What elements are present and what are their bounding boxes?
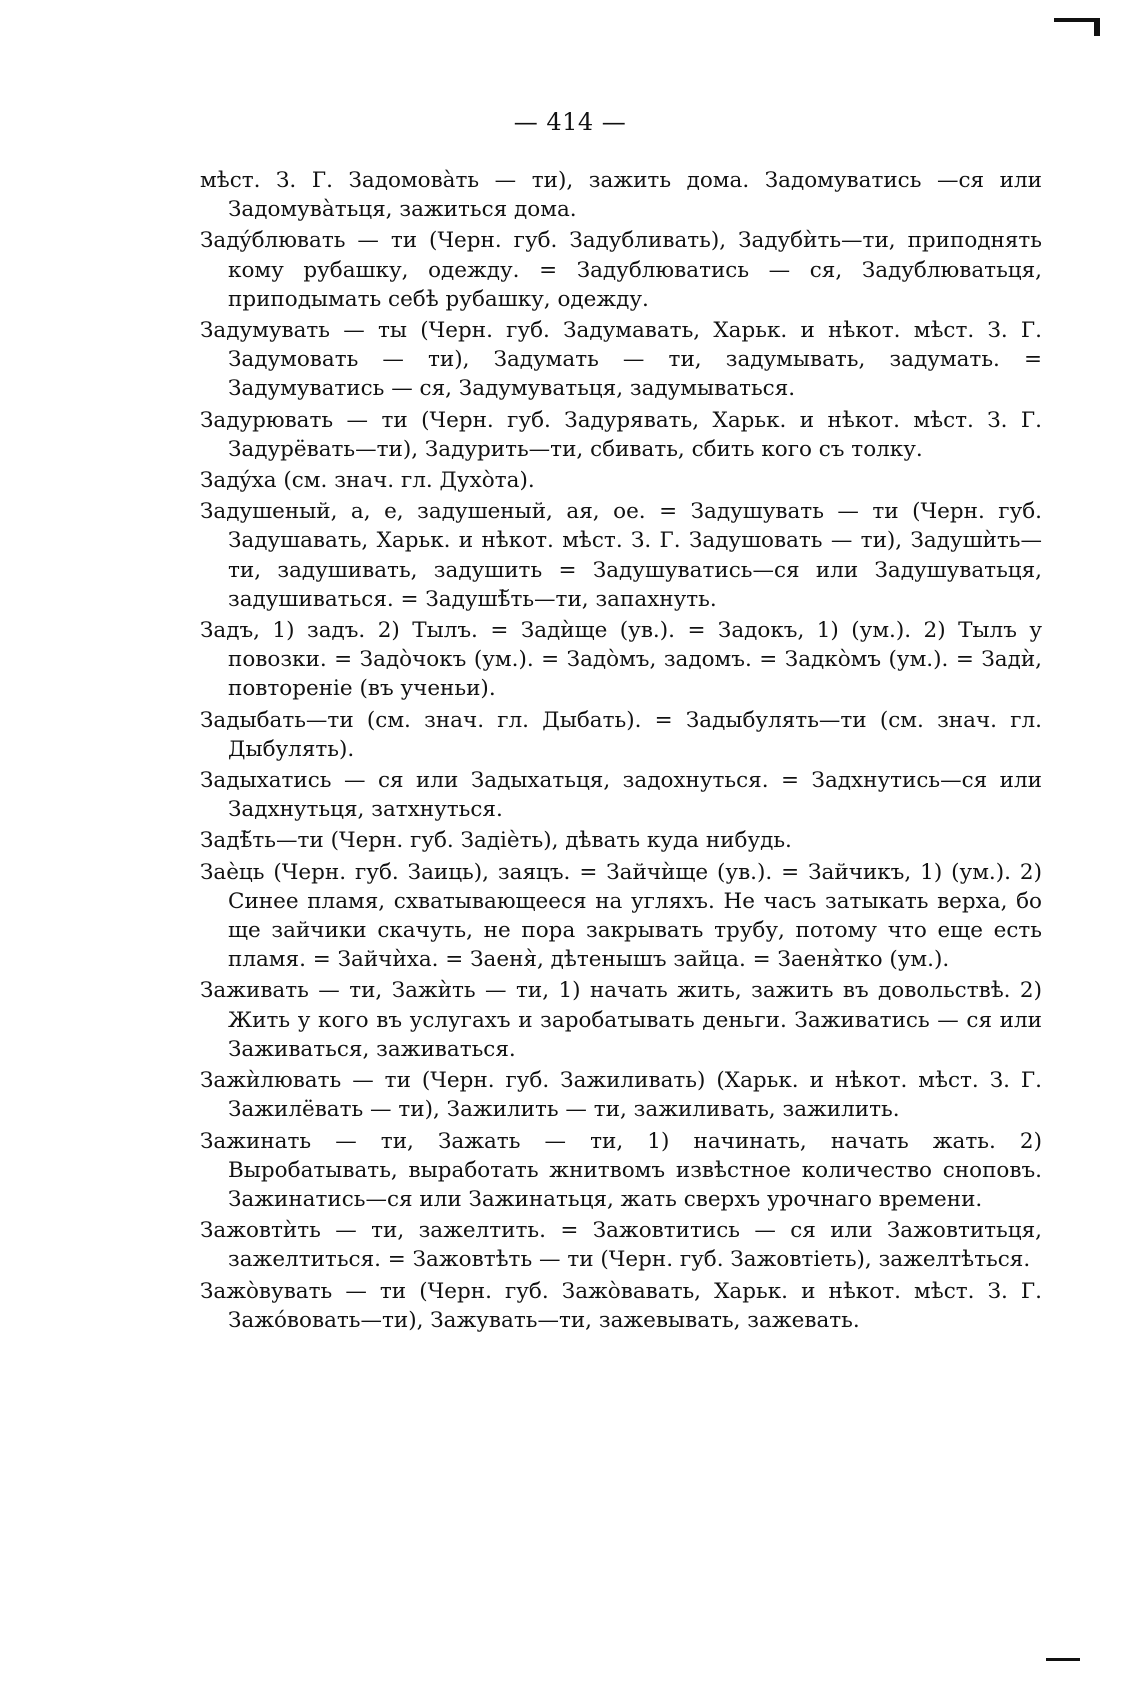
dictionary-entry-zadomovat-continuation: мѣст. З. Г. Задомовàть — ти), зажить дома. Задомуватись —ся или Задомувàтьця, зажиться дома. [200,168,1042,223]
dictionary-entry-zadybat: Задыбать—ти (см. знач. гл. Дыбать). = Задыбулять—ти (см. знач. гл. Дыбулять). [200,707,1042,762]
dictionary-entries [200,166,1042,1337]
dictionary-entry-zadykhatis: Задыхатись — ся или Задыхатьця, задохнуться. = Задхнутись—ся или Задхнутьця, затхнуться. [200,768,1042,823]
dictionary-entry-zadukha: Задýха (см. знач. гл. Духòта). [200,468,535,494]
dictionary-entry-zazhovtit: Зажовтѝть — ти, зажелтить. = Зажовтитись — ся или Зажовтитьця, зажелтиться. = Зажовтѣть — ти (Черн. губ. Зажовтіеть), зажелтѣться. [200,1218,1042,1273]
dictionary-entry-zadumuvat: Задумувать — ты (Черн. губ. Задумавать, Харьк. и нѣкот. мѣст. З. Г. Задумовать — ти), Задумать — ти, задумывать, задумать. = Задумуватись — ся, Задумуватьця, задумываться. [200,318,1042,402]
dictionary-entry-zad: Задъ, 1) задъ. 2) Тылъ. = Задѝще (ув.). = Задокъ, 1) (ум.). 2) Тылъ у повозки. = Задòчокъ (ум.). = Задòмъ, задомъ. = Задкòмъ (ум.). = Задѝ, повтореніе (въ ученьи). [200,618,1042,702]
dictionary-entry-zadyet: Задѣ̆ть—ти (Черн. губ. Задіѐть), дѣвать куда нибудь. [200,828,792,854]
dictionary-entry-zaduryuvat: Задурювать — ти (Черн. губ. Задурявать, Харьк. и нѣкот. мѣст. З. Г. Задурёвать—ти), Задурить—ти, сбивать, сбить кого съ толку. [200,407,1042,462]
dictionary-entry-zadublyuvat: Задýблювать — ти (Черн. губ. Задубливать), Задубѝть—ти, приподнять кому рубашку, одежду. = Задублюватись — ся, Задублюватьця, приподымать себѣ рубашку, одежду. [200,228,1042,312]
dictionary-entry-zazhilyuvat: Зажѝлювать — ти (Черн. губ. Зажиливать) (Харьк. и нѣкот. мѣст. З. Г. Зажилёвать — ти), Зажилить — ти, зажиливать, зажилить. [200,1068,1042,1123]
dictionary-entry-zazhinat: Зажинать — ти, Зажать — ти, 1) начинать, начать жать. 2) Выробатывать, выработать жнитвомъ извѣстное количество сноповъ. Зажинатись—ся или Зажинатьця, жать сверхъ урочнаго времени. [200,1128,1042,1212]
dictionary-entry-zadusheny: Задушеный, а, е, задушеный, ая, ое. = Задушувать — ти (Черн. губ. Задушавать, Харьк. и нѣкот. мѣст. З. Г. Задушовать — ти), Задушѝть—ти, задушивать, задушить = Задушуватись—ся или Задушуватьця, задушиваться. = Задушѣ̆ть—ти, запахнуть. [200,499,1042,612]
scan-edge-mark [1054,18,1100,36]
page-number: — 414 — [513,108,627,136]
scan-edge-mark [1046,1652,1080,1661]
dictionary-entry-zazhovuvat: Зажòвувать — ти (Черн. губ. Зажòвавать, Харьк. и нѣкот. мѣст. З. Г. Зажóвовать—ти), Зажувать—ти, зажевывать, зажевать. [200,1278,1042,1333]
dictionary-entry-zaets: Заѐць (Черн. губ. Заиць), заяцъ. = Зайчѝще (ув.). = Зайчикъ, 1) (ум.). 2) Синее пламя, схватывающееся на угляхъ. Не часъ затыкать верха, бо ще зайчики скачуть, не пора закрывать трубу, потому что еще есть пламя. = Зайчѝха. = Заеня̀, дѣтенышъ зайца. = Заеня̀тко (ум.). [200,859,1042,973]
dictionary-entry-zazhivat: Заживать — ти, Зажѝть — ти, 1) начать жить, зажить въ довольствѣ. 2) Жить у кого въ услугахъ и заробатывать деньги. Заживатись — ся или Заживаться, заживаться. [200,978,1042,1062]
